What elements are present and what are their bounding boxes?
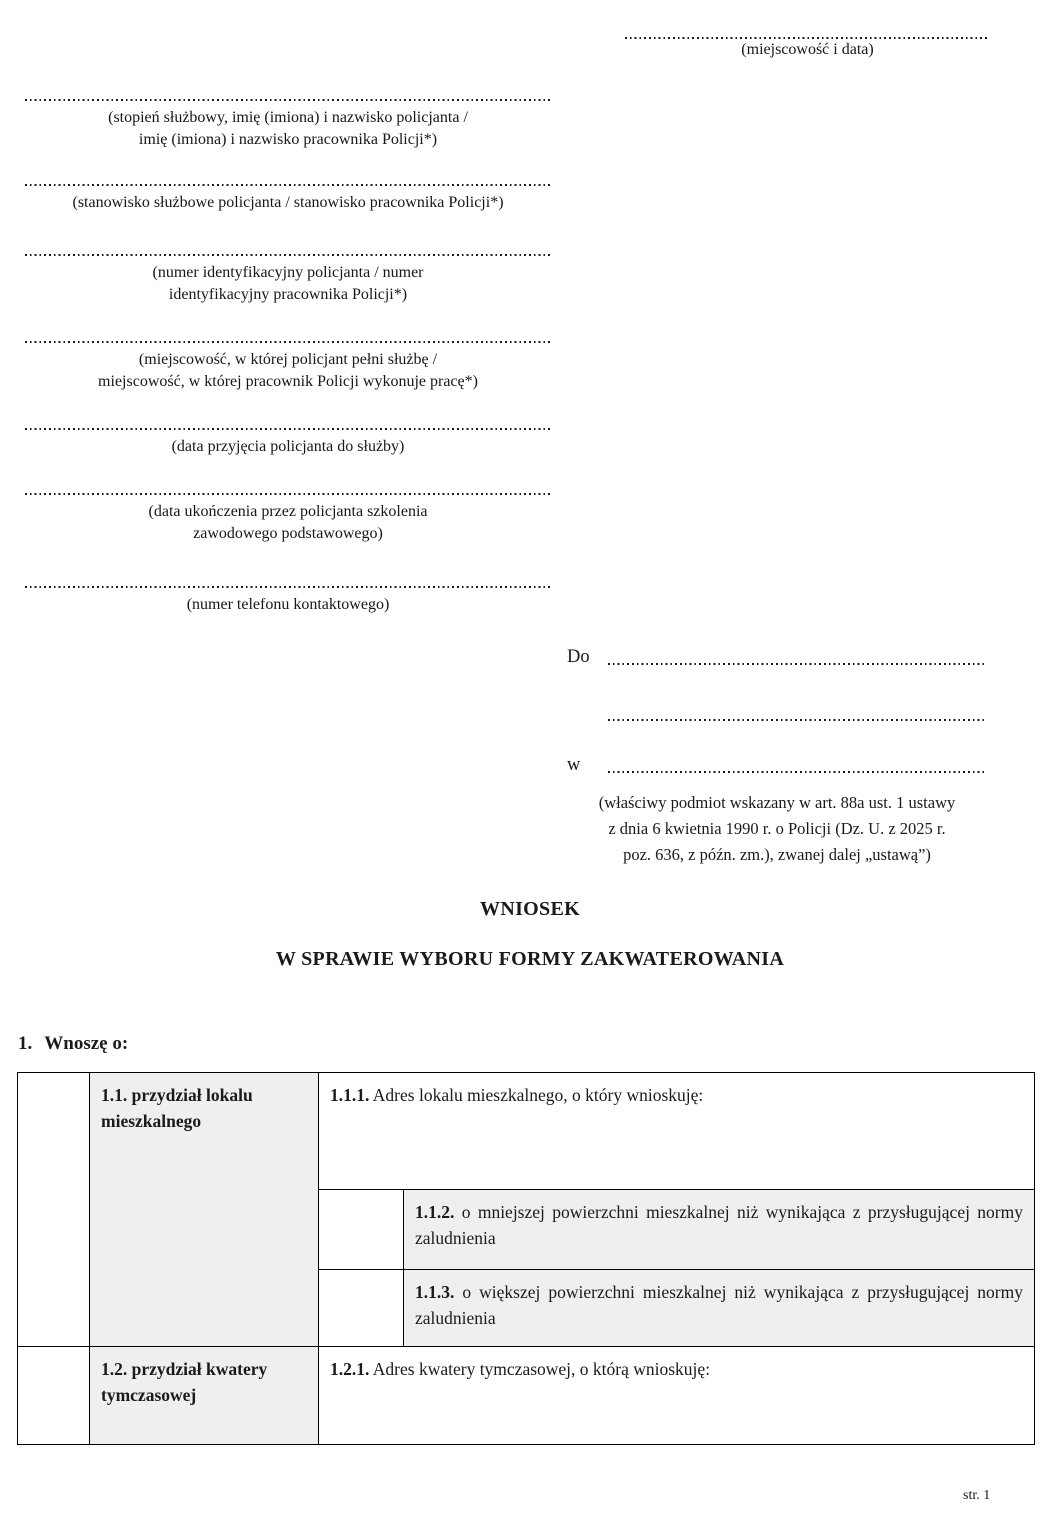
service-start-date-fill-line[interactable] (25, 427, 551, 430)
training-completion-fill-line[interactable] (25, 492, 551, 495)
cell-1-2-1[interactable] (319, 1347, 1035, 1445)
section-1-text: Wnoszę o: (44, 1033, 129, 1054)
table-row (18, 1347, 1035, 1445)
position-caption: (stanowisko służbowe policjanta / stanowisko pracownika Policji*) (72, 194, 504, 211)
document-title (25, 898, 1035, 971)
cell-1-2-1-number: 1.2.1. (330, 1359, 370, 1379)
position-fill-line[interactable] (25, 183, 551, 186)
service-start-date-field (25, 427, 551, 458)
addressee-do-label: Do (567, 647, 590, 667)
option-label-1-2: 1.2. przydział kwatery tymczasowej (90, 1347, 319, 1445)
addressee-fill-line-2[interactable] (608, 718, 987, 721)
section-1-heading (18, 1033, 128, 1055)
place-date-caption: (miejscowość i data) (741, 41, 874, 58)
id-number-fill-line[interactable] (25, 253, 551, 256)
option-label-1-1: 1.1. przydział lokalu mieszkalnego (90, 1073, 319, 1347)
place-date-field (625, 36, 990, 61)
addressee-caption: (właściwy podmiot wskazany w art. 88a ust. 1 ustawy z dnia 6 kwietnia 1990 r. o Policji (Dz. U. z 2025 r. poz. 636, z późn. zm.), zwanej dalej „ustawą”) (598, 793, 956, 864)
addressee-fill-line-3[interactable] (608, 770, 987, 773)
service-start-date-caption: (data przyjęcia policjanta do służby) (171, 438, 405, 455)
checkbox-cell-1-1-2[interactable] (319, 1190, 404, 1270)
cell-1-1-1-text: Adres lokalu mieszkalnego, o który wnioskuję: (369, 1085, 704, 1105)
duty-town-field (25, 340, 551, 393)
id-number-caption: (numer identyfikacyjny policjanta / numer identyfikacyjny pracownika Policji*) (152, 264, 424, 303)
title-line-1: WNIOSEK (480, 898, 580, 920)
addressee-fill-line-1[interactable] (608, 662, 987, 665)
phone-number-field (25, 585, 551, 616)
addressee-w-label: w (567, 755, 581, 775)
rank-name-caption: (stopień służbowy, imię (imiona) i nazwisko policjanta / imię (imiona) i nazwisko pracownika Policji*) (108, 109, 468, 148)
duty-town-caption: (miejscowość, w której policjant pełni służbę / miejscowość, w której pracownik Policji wykonuje pracę*) (98, 351, 478, 390)
phone-number-fill-line[interactable] (25, 585, 551, 588)
title-line-2: W SPRAWIE WYBORU FORMY ZAKWATEROWANIA (275, 948, 785, 970)
page-number: str. 1 (963, 1488, 991, 1503)
training-completion-field (25, 492, 551, 545)
position-field (25, 183, 551, 214)
id-number-field (25, 253, 551, 306)
cell-1-2-1-text: Adres kwatery tymczasowej, o którą wnioskuję: (369, 1359, 711, 1379)
cell-1-1-3 (404, 1270, 1035, 1347)
cell-1-1-3-number: 1.1.3. (415, 1282, 455, 1302)
table-row (18, 1073, 1035, 1190)
cell-1-1-2 (404, 1190, 1035, 1270)
addressee-line-3 (567, 752, 987, 776)
checkbox-cell-1-1-3[interactable] (319, 1270, 404, 1347)
checkbox-cell-1-2[interactable] (18, 1347, 90, 1445)
cell-1-1-2-number: 1.1.2. (415, 1202, 455, 1222)
cell-1-1-1-number: 1.1.1. (330, 1085, 370, 1105)
cell-1-1-2-text: o mniejszej powierzchni mieszkalnej niż wynikająca z przysługującej normy zaludnienia (415, 1202, 1023, 1248)
checkbox-cell-1-1[interactable] (18, 1073, 90, 1347)
addressee-block (567, 644, 987, 868)
rank-name-field (25, 98, 551, 151)
addressee-line-2 (567, 700, 987, 724)
duty-town-fill-line[interactable] (25, 340, 551, 343)
cell-1-1-1[interactable] (319, 1073, 1035, 1190)
cell-1-1-3-text: o większej powierzchni mieszkalnej niż wynikająca z przysługującej normy zaludnienia (415, 1282, 1023, 1328)
addressee-line-1 (567, 644, 987, 668)
rank-name-fill-line[interactable] (25, 98, 551, 101)
section-1-number: 1. (18, 1033, 33, 1054)
request-table (17, 1072, 1035, 1445)
phone-number-caption: (numer telefonu kontaktowego) (186, 596, 390, 613)
training-completion-caption: (data ukończenia przez policjanta szkolenia zawodowego podstawowego) (148, 503, 428, 542)
